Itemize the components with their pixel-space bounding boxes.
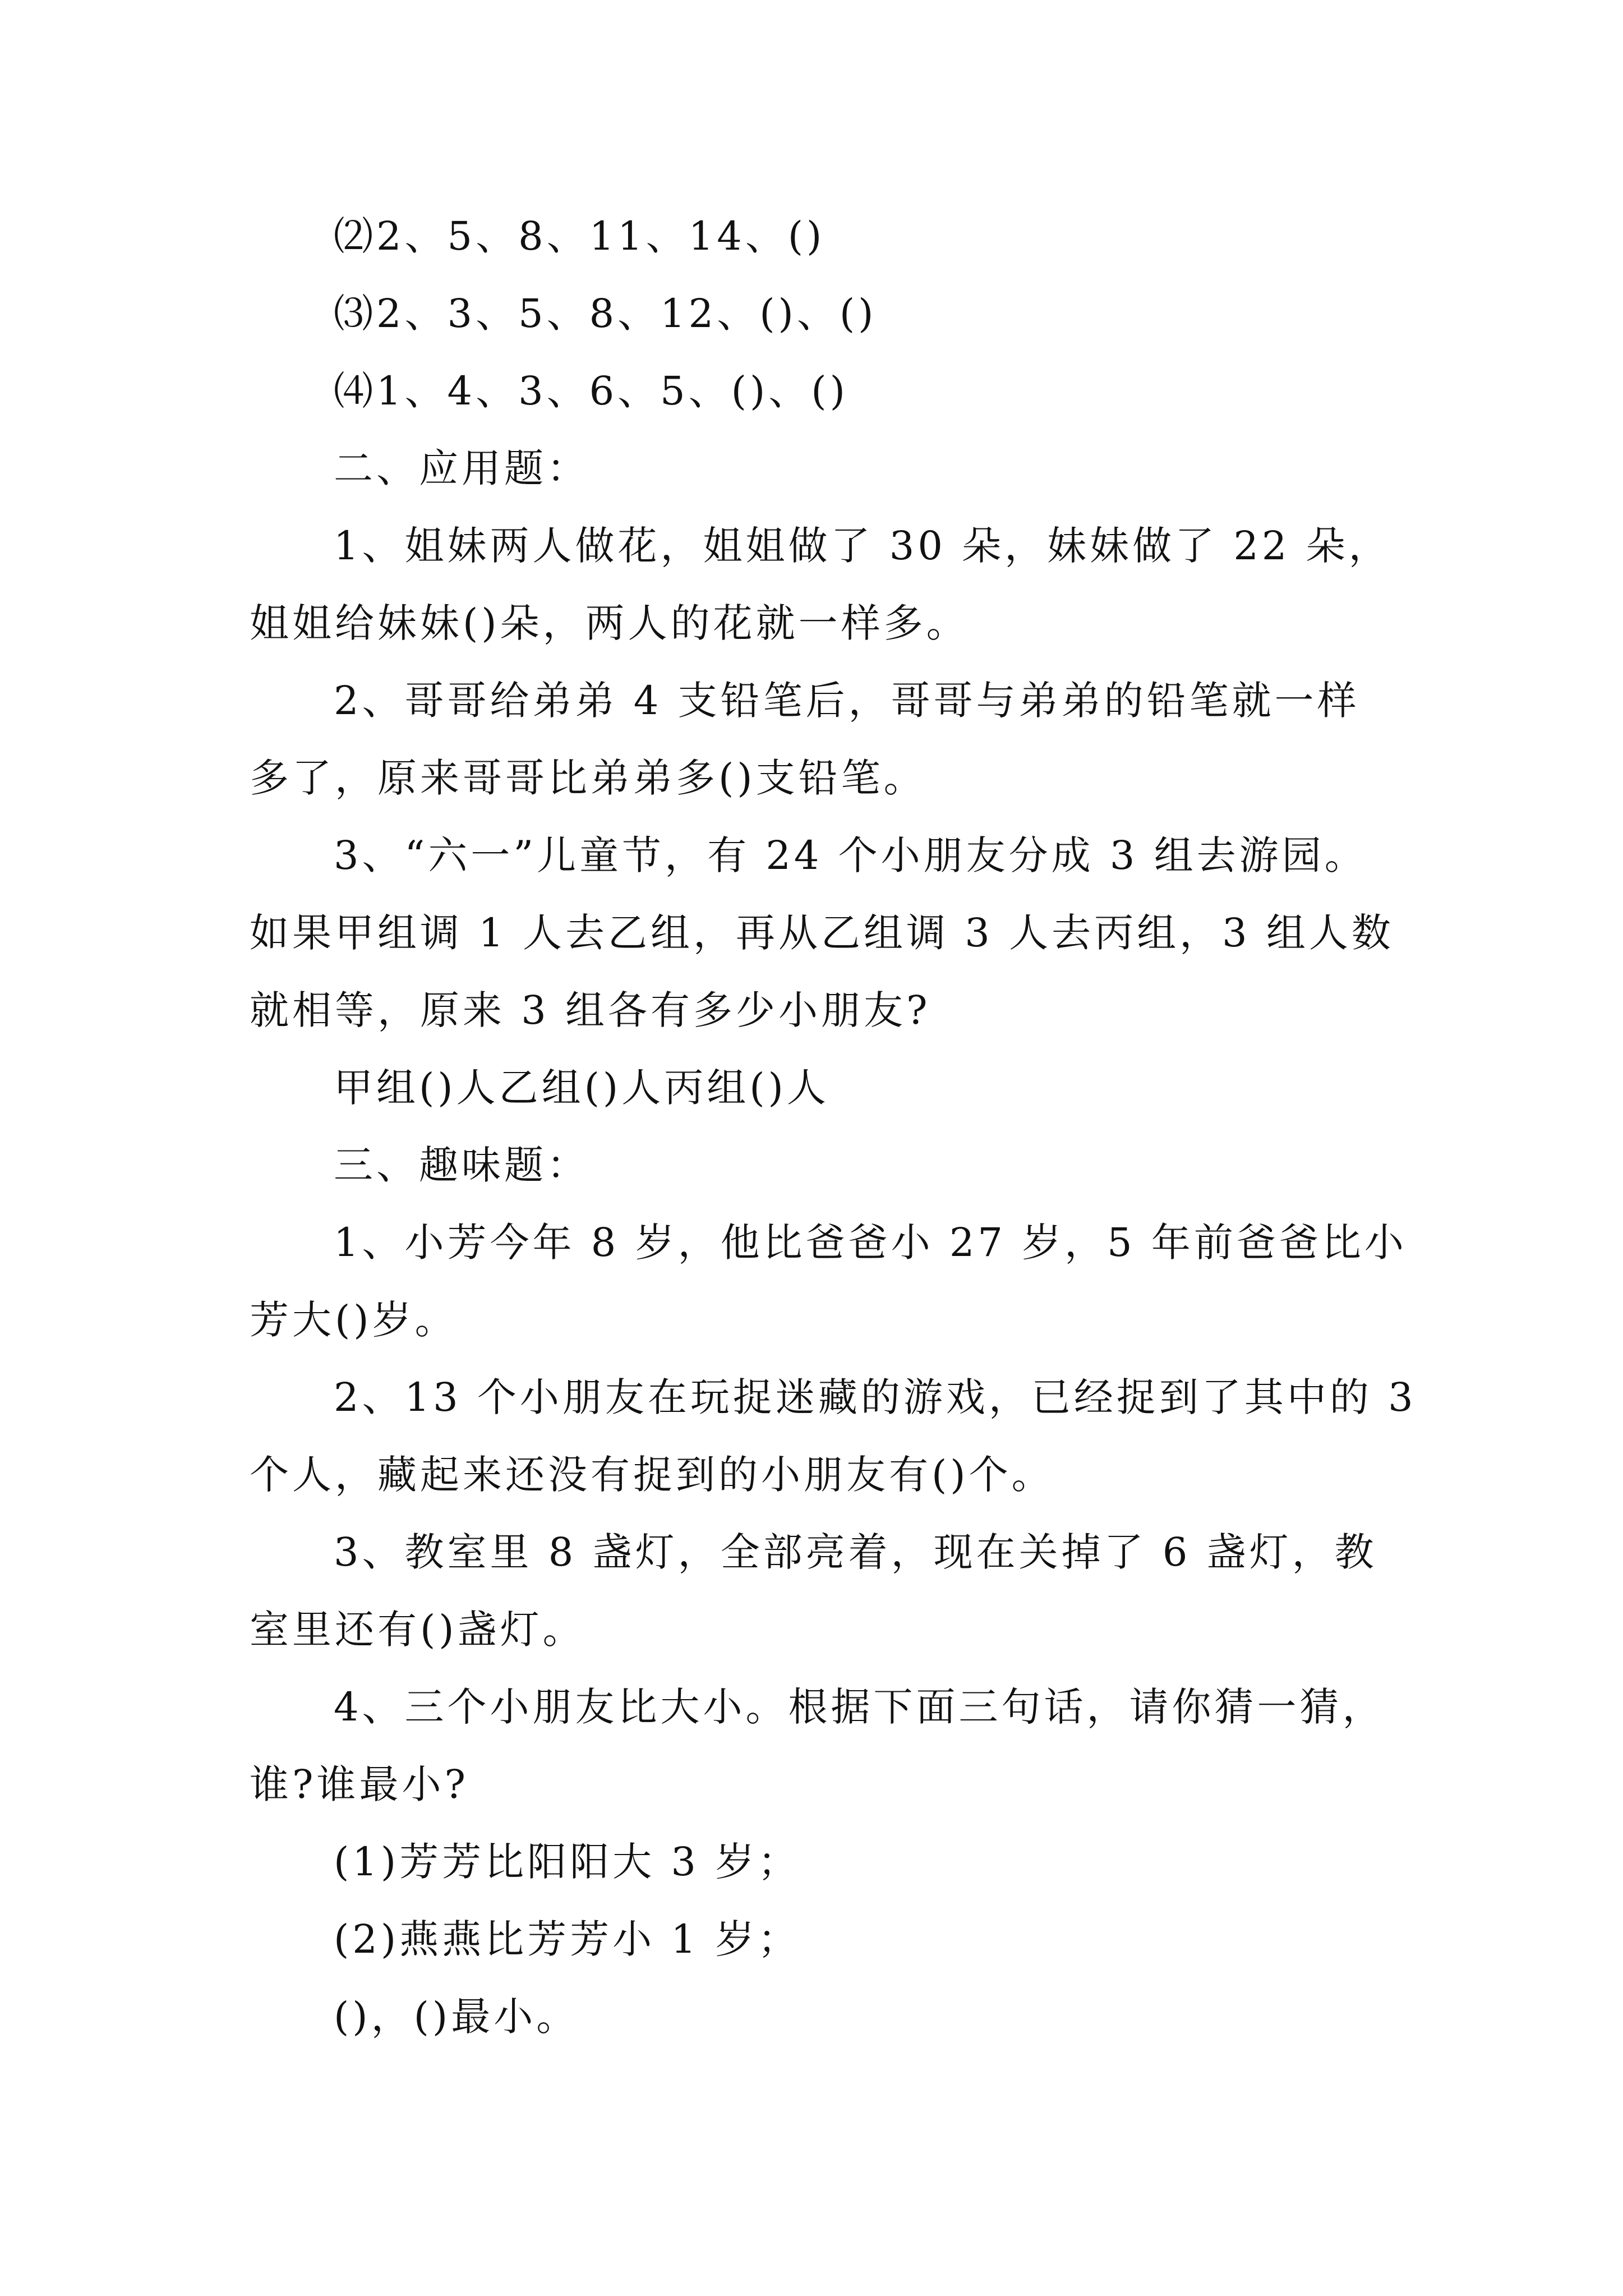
text-line: 多了，原来哥哥比弟弟多()支铅笔。: [250, 755, 926, 801]
text-line: 1、姐妹两人做花，姐姐做了 30 朵，妹妹做了 22 朵，: [334, 523, 1391, 569]
text-line: 室里还有()盏灯。: [250, 1607, 585, 1653]
text-line: 3、教室里 8 盏灯，全部亮着，现在关掉了 6 盏灯，教: [334, 1529, 1377, 1575]
text-line: 3、“六一”儿童节，有 24 个小朋友分成 3 组去游园。: [334, 832, 1367, 878]
document-body: [250, 197, 1417, 2055]
text-line: 就相等，原来 3 组各有多少小朋友?: [250, 987, 931, 1033]
text-line: ⑷1、4、3、6、5、()、(): [334, 368, 849, 414]
text-line: ⑶2、3、5、8、12、()、(): [334, 291, 877, 337]
text-line: (2)燕燕比芳芳小 1 岁；: [334, 1916, 801, 1962]
text-line: 谁?谁最小?: [250, 1761, 469, 1807]
text-line: 如果甲组调 1 人去乙组，再从乙组调 3 人去丙组，3 组人数: [250, 910, 1394, 956]
text-line: 2、哥哥给弟弟 4 支铅笔后，哥哥与弟弟的铅笔就一样: [334, 678, 1360, 724]
text-line: 姐姐给妹妹()朵，两人的花就一样多。: [250, 600, 969, 646]
text-line: 2、13 个小朋友在玩捉迷藏的游戏，已经捉到了其中的 3: [334, 1374, 1417, 1420]
text-line: 甲组()人乙组()人丙组()人: [334, 1065, 829, 1111]
text-line: 个人，藏起来还没有捉到的小朋友有()个。: [250, 1452, 1054, 1498]
section-heading: 二、应用题：: [334, 445, 589, 491]
text-line: 4、三个小朋友比大小。根据下面三句话，请你猜一猜，: [334, 1684, 1385, 1730]
text-line: ⑵2、5、8、11、14、(): [334, 213, 826, 259]
text-line: (1)芳芳比阳阳大 3 岁；: [334, 1839, 801, 1885]
text-line: ()，()最小。: [334, 1994, 579, 2040]
text-line: 1、小芳今年 8 岁，他比爸爸小 27 岁，5 年前爸爸比小: [334, 1220, 1407, 1266]
section-heading: 三、趣味题：: [334, 1142, 589, 1188]
text-line: 芳大()岁。: [250, 1297, 458, 1343]
